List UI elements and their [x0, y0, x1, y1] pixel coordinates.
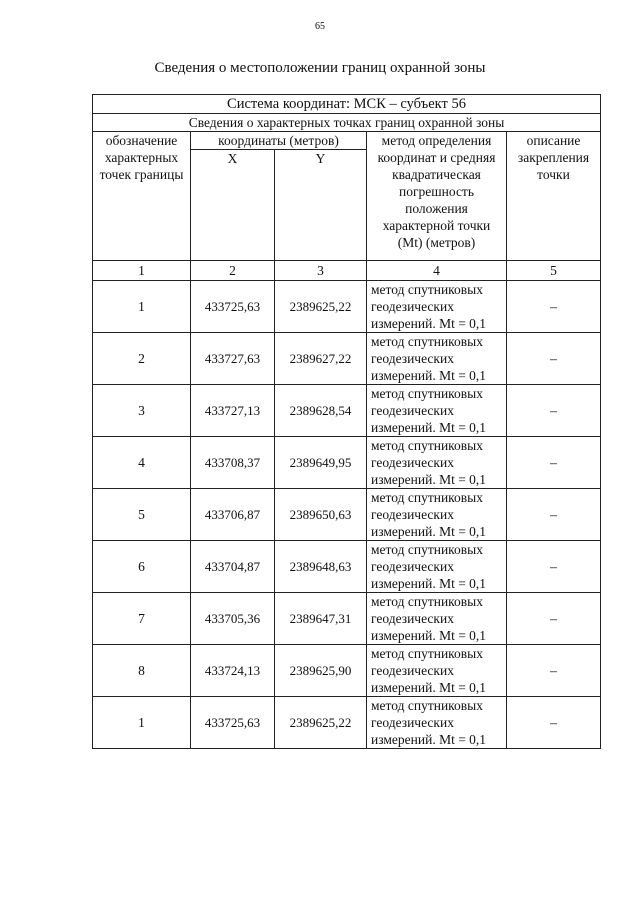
page-number: 65 — [315, 21, 325, 32]
coordinate-y: 2389650,63 — [275, 489, 367, 541]
method-description: метод спутниковых геодезических измерений. Mt = 0,1 — [367, 281, 507, 333]
table-row — [93, 281, 601, 333]
method-description: метод спутниковых геодезических измерений. Mt = 0,1 — [367, 593, 507, 645]
coordinate-x: 433725,63 — [191, 281, 275, 333]
table-row — [93, 593, 601, 645]
coordinate-y: 2389627,22 — [275, 333, 367, 385]
column-number: 3 — [275, 261, 367, 281]
fixing-description: – — [507, 541, 601, 593]
table-body — [93, 95, 601, 749]
header-method: метод определения координат и средняя квадратическая погрешность положения характерной точки (Mt) (метров) — [367, 132, 507, 261]
method-description: метод спутниковых геодезических измерений. Mt = 0,1 — [367, 437, 507, 489]
method-description: метод спутниковых геодезических измерений. Mt = 0,1 — [367, 541, 507, 593]
table-row — [93, 541, 601, 593]
point-designation: 4 — [93, 437, 191, 489]
point-designation: 5 — [93, 489, 191, 541]
fixing-description: – — [507, 281, 601, 333]
column-number: 5 — [507, 261, 601, 281]
point-designation: 1 — [93, 697, 191, 749]
column-numbers-row — [93, 261, 601, 281]
table-row — [93, 489, 601, 541]
column-number: 4 — [367, 261, 507, 281]
header-x: X — [191, 150, 275, 261]
coordinate-system-title: Система координат: МСК – субъект 56 — [93, 95, 601, 114]
method-description: метод спутниковых геодезических измерений. Mt = 0,1 — [367, 697, 507, 749]
point-designation: 8 — [93, 645, 191, 697]
method-description: метод спутниковых геодезических измерений. Mt = 0,1 — [367, 385, 507, 437]
coordinate-y: 2389625,22 — [275, 281, 367, 333]
method-description: метод спутниковых геодезических измерений. Mt = 0,1 — [367, 645, 507, 697]
table-row — [93, 385, 601, 437]
coordinate-x: 433727,13 — [191, 385, 275, 437]
table-subtitle: Сведения о характерных точках границ охранной зоны — [93, 114, 601, 132]
document-title: Сведения о местоположении границ охранной зоны — [154, 60, 486, 76]
coordinate-x: 433706,87 — [191, 489, 275, 541]
column-number: 2 — [191, 261, 275, 281]
coordinate-system-row — [93, 95, 601, 114]
coordinate-y: 2389649,95 — [275, 437, 367, 489]
point-designation: 7 — [93, 593, 191, 645]
coordinate-x: 433705,36 — [191, 593, 275, 645]
boundary-points-table — [92, 94, 601, 749]
point-designation: 6 — [93, 541, 191, 593]
coordinate-y: 2389648,63 — [275, 541, 367, 593]
table-subtitle-row — [93, 114, 601, 132]
point-designation: 3 — [93, 385, 191, 437]
fixing-description: – — [507, 645, 601, 697]
coordinate-y: 2389625,22 — [275, 697, 367, 749]
header-y: Y — [275, 150, 367, 261]
header-row — [93, 132, 601, 150]
coordinate-y: 2389628,54 — [275, 385, 367, 437]
fixing-description: – — [507, 697, 601, 749]
coordinate-y: 2389625,90 — [275, 645, 367, 697]
fixing-description: – — [507, 437, 601, 489]
table-row — [93, 437, 601, 489]
coordinate-x: 433727,63 — [191, 333, 275, 385]
header-designation: обозначение характерных точек границы — [93, 132, 191, 261]
fixing-description: – — [507, 385, 601, 437]
fixing-description: – — [507, 333, 601, 385]
table-row — [93, 645, 601, 697]
table-row — [93, 697, 601, 749]
coordinate-y: 2389647,31 — [275, 593, 367, 645]
coordinate-x: 433704,87 — [191, 541, 275, 593]
point-designation: 1 — [93, 281, 191, 333]
method-description: метод спутниковых геодезических измерений. Mt = 0,1 — [367, 489, 507, 541]
table-row — [93, 333, 601, 385]
coordinate-x: 433724,13 — [191, 645, 275, 697]
coordinate-x: 433725,63 — [191, 697, 275, 749]
coordinate-x: 433708,37 — [191, 437, 275, 489]
header-coordinates: координаты (метров) — [191, 132, 367, 150]
fixing-description: – — [507, 489, 601, 541]
column-number: 1 — [93, 261, 191, 281]
method-description: метод спутниковых геодезических измерений. Mt = 0,1 — [367, 333, 507, 385]
header-description: описание закрепления точки — [507, 132, 601, 261]
fixing-description: – — [507, 593, 601, 645]
point-designation: 2 — [93, 333, 191, 385]
